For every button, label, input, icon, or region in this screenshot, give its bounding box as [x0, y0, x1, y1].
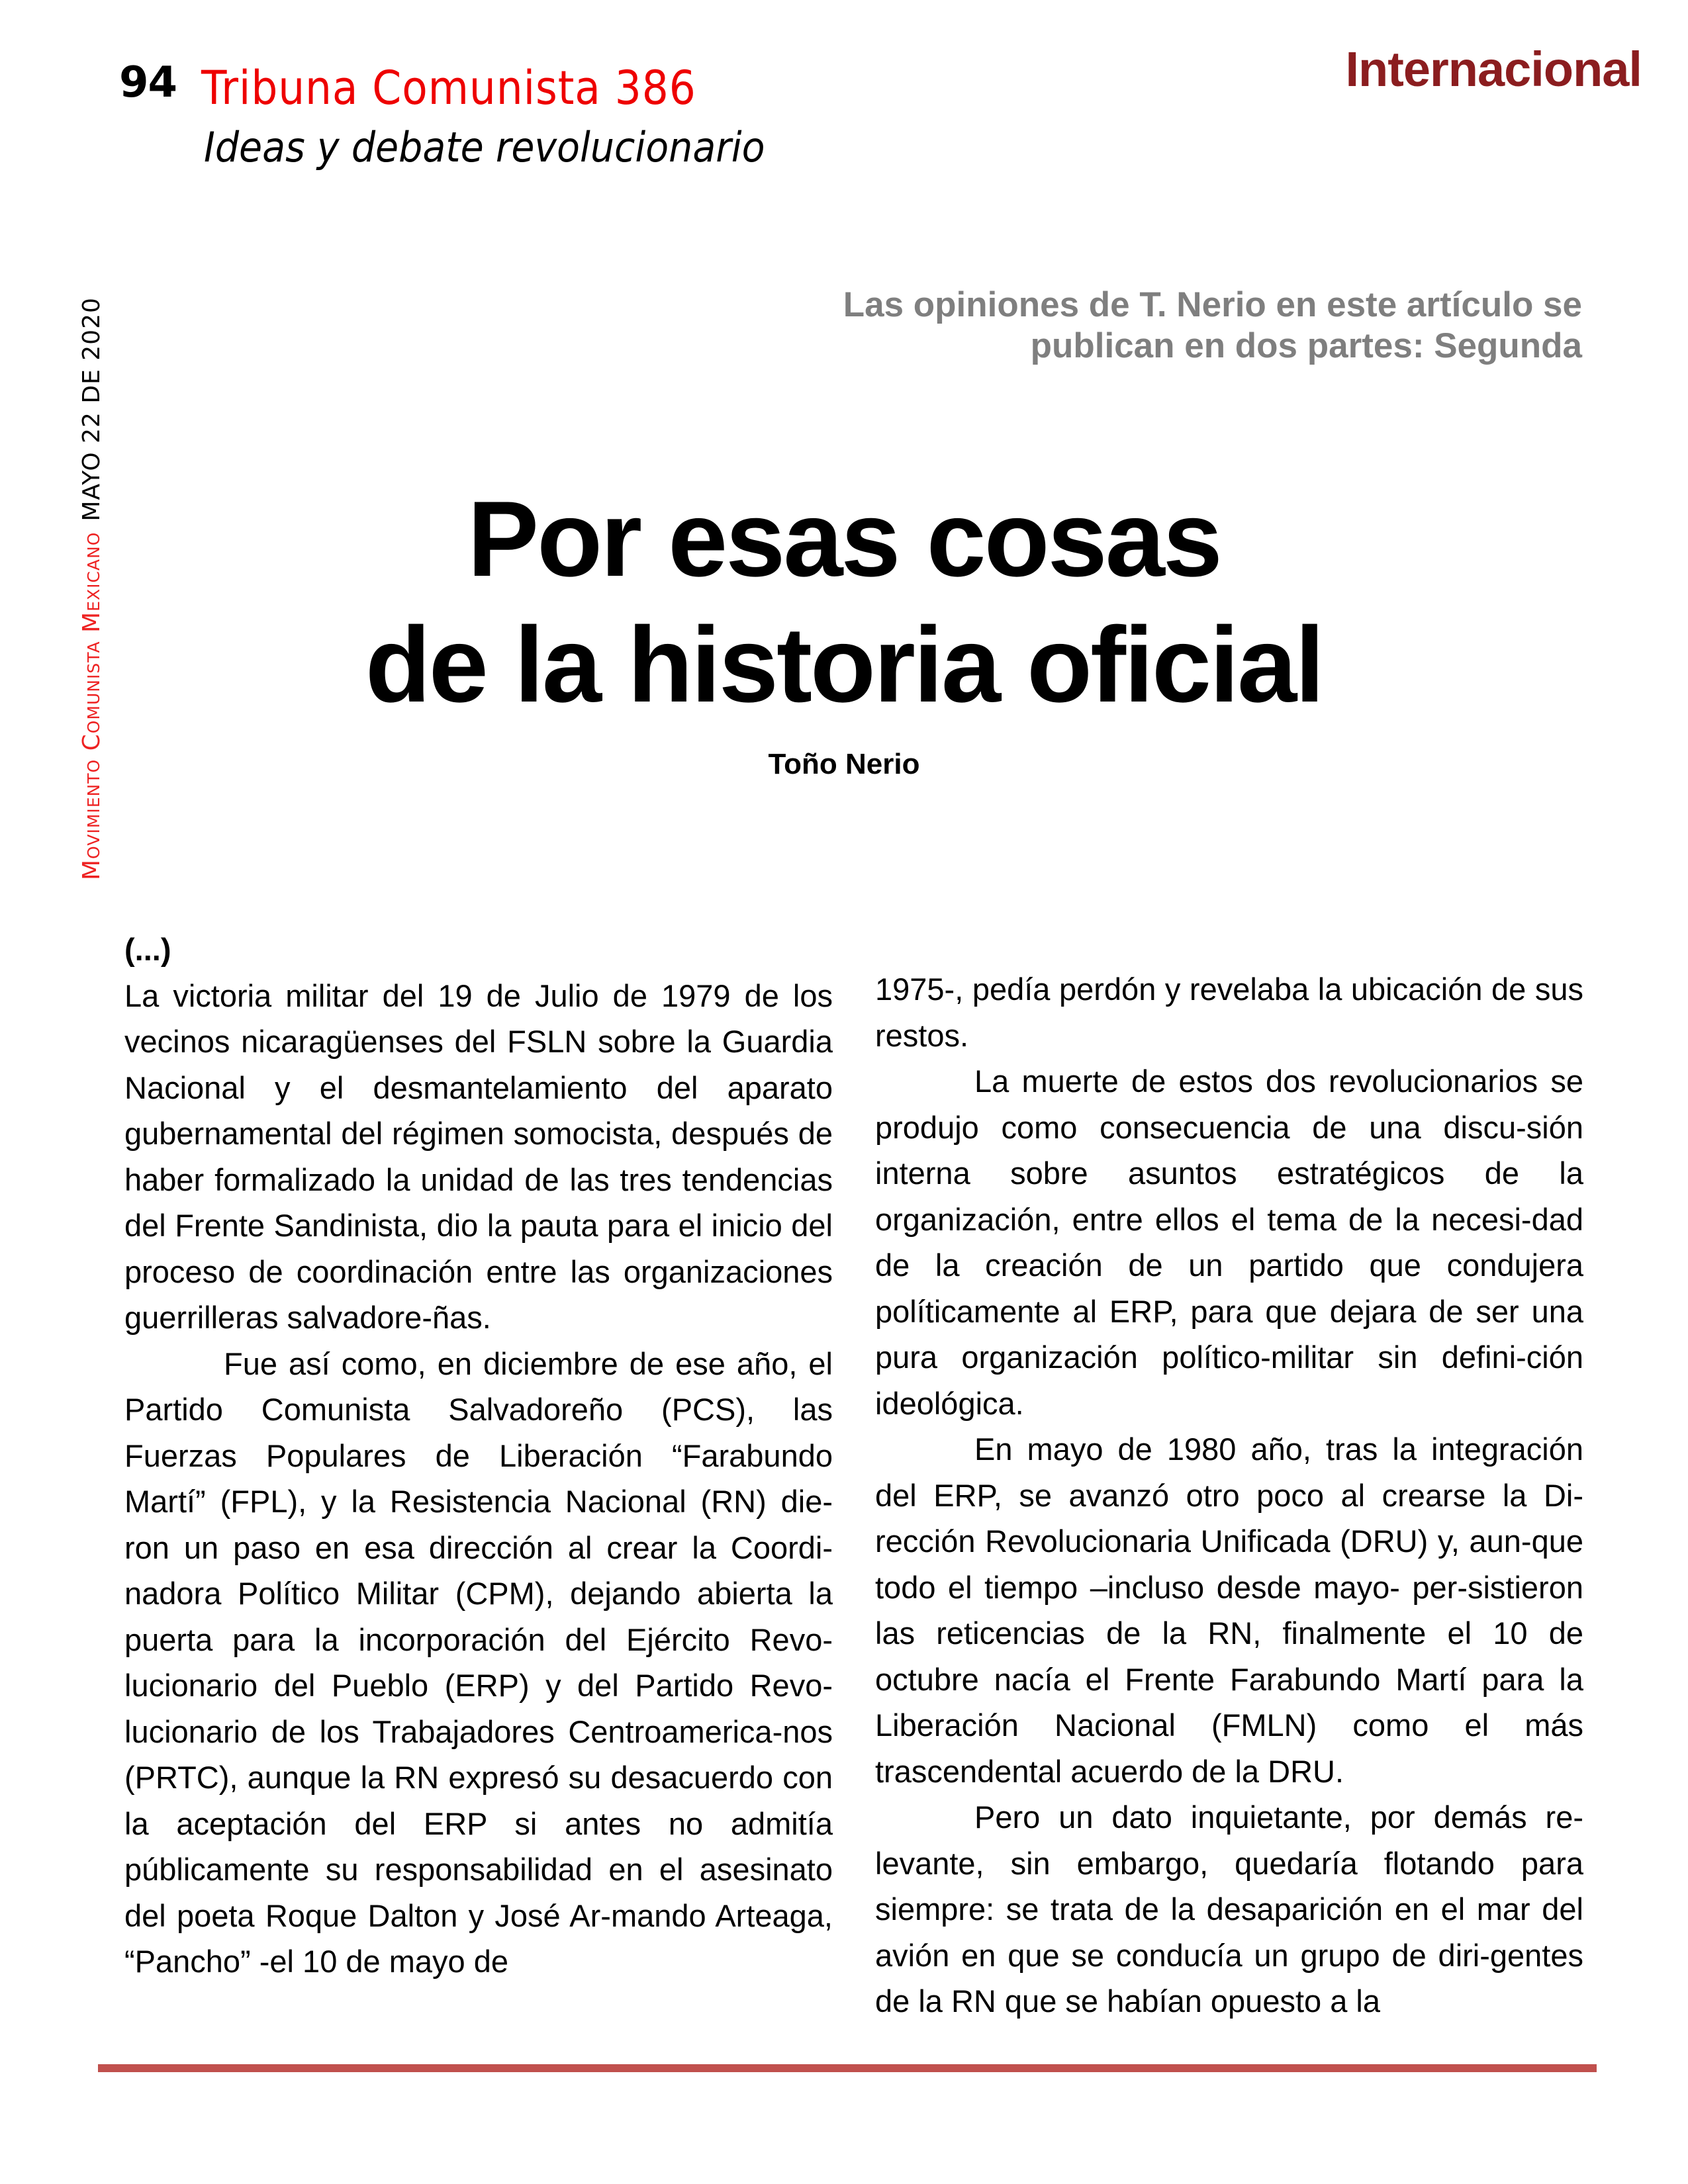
- paragraph: 1975-, pedía perdón y revelaba la ubicación de sus restos.: [875, 972, 1583, 1053]
- article-column-right: [875, 966, 1583, 2025]
- ellipsis-marker: (...): [124, 932, 171, 967]
- article-author: Toño Nerio: [768, 748, 920, 780]
- article-headline: [0, 477, 1688, 728]
- page-number: 94: [119, 58, 177, 107]
- paragraph: Pero un dato inquietante, por demás re-levante, sin embargo, quedaría flotando para siempre: se trata de la desaparición en el mar del avión en que se conducía un grupo de diri-gentes de la RN que se habían opuesto a la: [875, 1799, 1583, 2019]
- paragraph: Fue así como, en diciembre de ese año, el Partido Comunista Salvadoreño (PCS), las Fuerzas Populares de Liberación “Farabundo Martí” (FPL), y la Resistencia Nacional (RN) die-ron un paso en esa dirección al crear la Coordi-nadora Político Militar (CPM), dejando abierta la puerta para la incorporación del Ejército Revo-lucionario del Pueblo (ERP) y del Partido Revo-lucionario de los Trabajadores Centroamerica-nos (PRTC), aunque la RN expresó su desacuerdo con la aceptación del ERP si antes no admitía públicamente su responsabilidad en el asesinato del poeta Roque Dalton y José Ar-mando Arteaga, “Pancho” -el 10 de mayo de: [124, 1345, 833, 1979]
- note-line-1: Las opiniones de T. Nerio en este artículo se: [843, 285, 1582, 324]
- section-label: Internacional: [1345, 42, 1642, 97]
- paragraph: La muerte de estos dos revolucionarios se produjo como consecuencia de una discu-sión interna sobre asuntos estratégicos de la organización, entre ellos el tema de la necesi-dad de la creación de un partido que condujera políticamente al ERP, para que dejara de ser una pura organización político-militar sin defini-ción ideológica.: [875, 1064, 1583, 1421]
- organization-name: Movimiento Comunista Mexicano: [78, 531, 105, 880]
- paragraph: La victoria militar del 19 de Julio de 1979 de los vecinos nicaragüenses del FSLN sobre la Guardia Nacional y el desmantelamiento del aparato gubernamental del régimen somocista, después de haber formalizado la unidad de las tres tendencias del Frente Sandinista, dio la pauta para el inicio del proceso de coordinación entre las organizaciones guerrilleras salvadore-ñas.: [124, 978, 833, 1335]
- footer-rule: [98, 2064, 1597, 2072]
- article-note: [843, 285, 1582, 367]
- headline-line-1: Por esas cosas: [467, 479, 1221, 599]
- article-column-left: [124, 927, 833, 1985]
- paragraph: En mayo de 1980 año, tras la integración del ERP, se avanzó otro poco al crearse la Di-rección Revolucionaria Unificada (DRU) y, aun-que todo el tiempo –incluso desde mayo- per-sistieron las reticencias de la RN, finalmente el 10 de octubre nacía el Frente Farabundo Martí para la Liberación Nacional (FMLN) como el más trascendental acuerdo de la DRU.: [875, 1432, 1583, 1789]
- headline-line-2: de la historia oficial: [365, 605, 1323, 725]
- issue-date: MAYO 22 DE 2020: [78, 297, 105, 522]
- magazine-title: Tribuna Comunista 386: [201, 61, 696, 115]
- magazine-subtitle: Ideas y debate revolucionario: [204, 123, 765, 171]
- note-line-2: publican en dos partes: Segunda: [1030, 326, 1582, 365]
